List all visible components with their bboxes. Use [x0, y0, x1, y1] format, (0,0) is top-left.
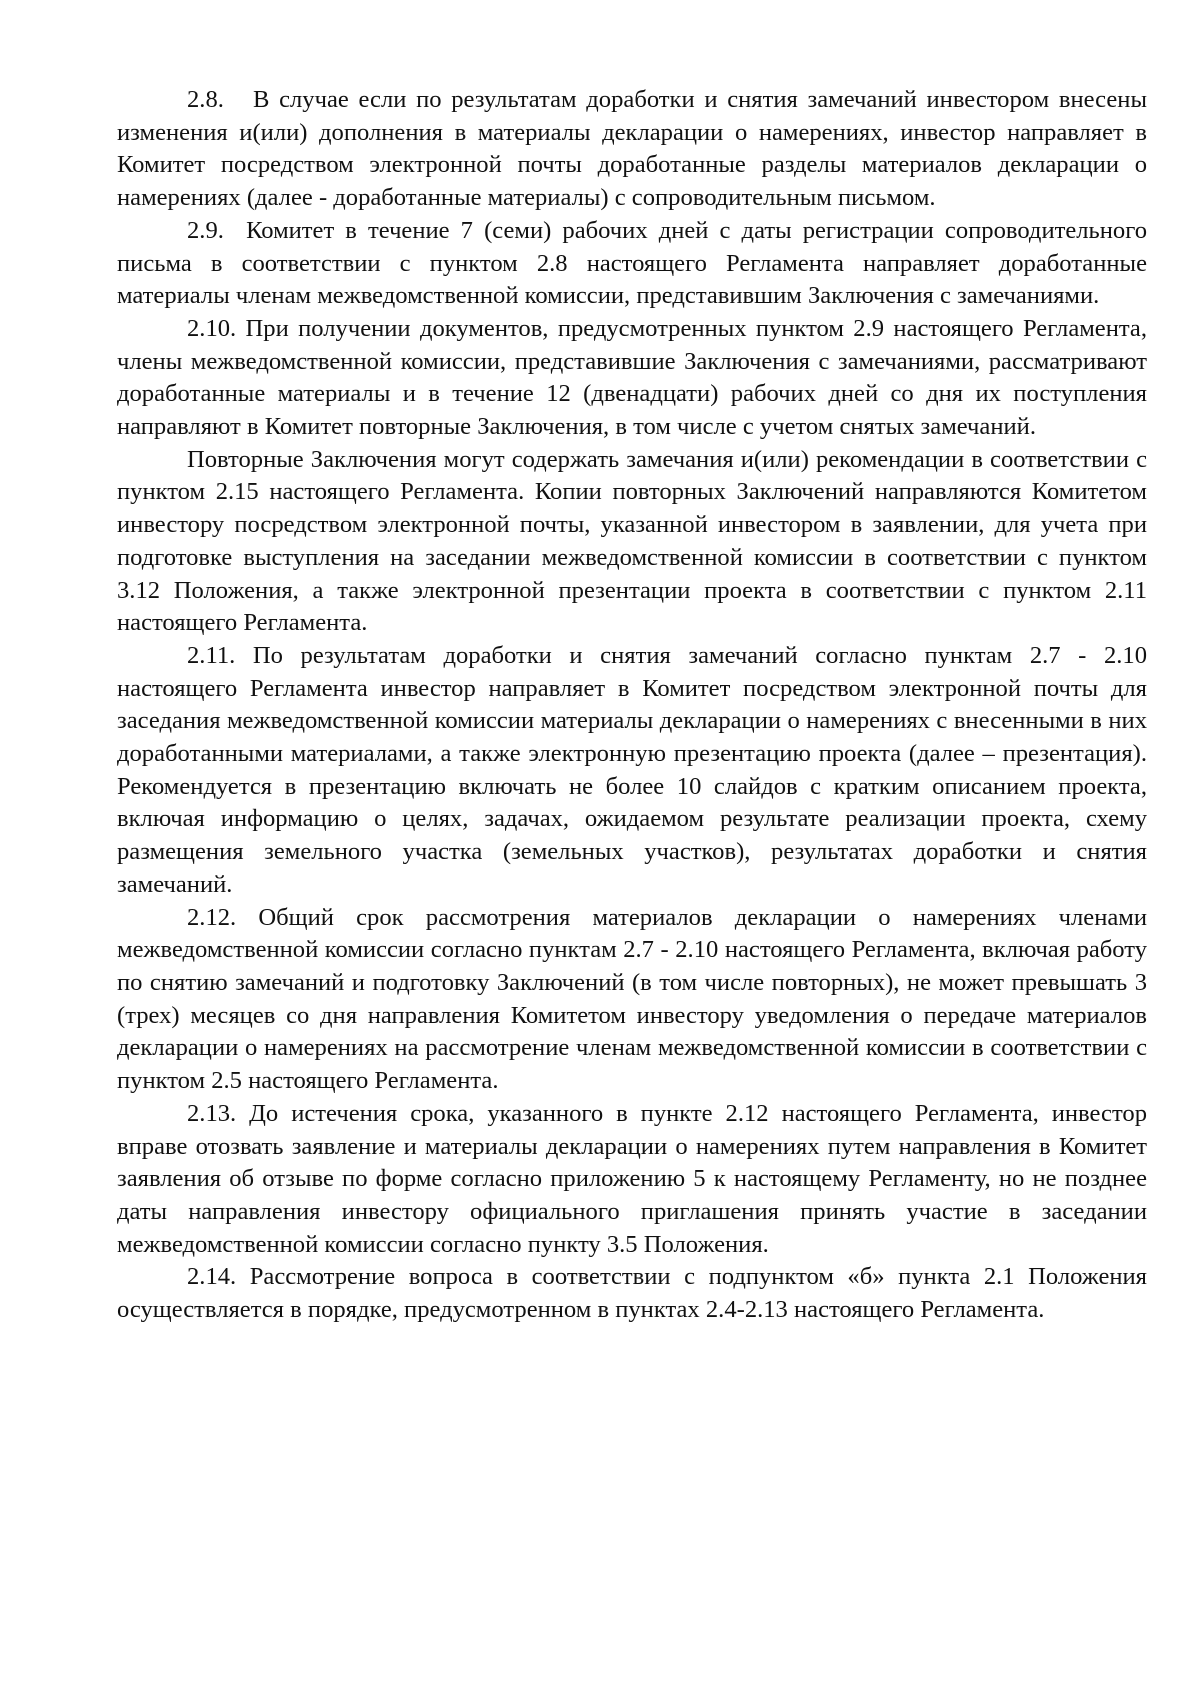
paragraph-2-8: 2.8. В случае если по результатам доработки и снятия замечаний инвестором внесены изменения и(или) дополнения в материалы декларации о намерениях, инвестор направляет в Комитет посредством электронной почты доработанные разделы материалов декларации о намерениях (далее - доработанные материалы) с сопроводительным письмом. [117, 86, 1147, 212]
paragraph-repeat-conclusions: Повторные Заключения могут содержать замечания и(или) рекомендации в соответствии с пунктом 2.15 настоящего Регламента. Копии повторных Заключений направляются Комитетом инвестору посредством электронной почты, указанной инвестором в заявлении, для учета при подготовке выступления на заседании межведомственной комиссии в соответствии с пунктом 3.12 Положения, а также электронной презентации проекта в соответствии с пунктом 2.11 настоящего Регламента. [117, 445, 1147, 637]
document-page [117, 84, 1147, 1327]
paragraph-2-9: 2.9. Комитет в течение 7 (семи) рабочих дней с даты регистрации сопроводительного письма в соответствии с пунктом 2.8 настоящего Регламента направляет доработанные материалы членам межведомственной комиссии, представившим Заключения с замечаниями. [117, 216, 1147, 310]
paragraph-2-10: 2.10. При получении документов, предусмотренных пунктом 2.9 настоящего Регламента, члены межведомственной комиссии, представившие Заключения с замечаниями, рассматривают доработанные материалы и в течение 12 (двенадцати) рабочих дней со дня их поступления направляют в Комитет повторные Заключения, в том числе с учетом снятых замечаний. [117, 314, 1147, 441]
paragraph-2-11: 2.11. По результатам доработки и снятия замечаний согласно пунктам 2.7 - 2.10 настоящего Регламента инвестор направляет в Комитет посредством электронной почты для заседания межведомственной комиссии материалы декларации о намерениях с внесенными в них доработанными материалами, а также электронную презентацию проекта (далее – презентация). Рекомендуется в презентацию включать не более 10 слайдов с кратким описанием проекта, включая информацию о целях, задачах, ожидаемом результате реализации проекта, схему размещения земельного участка (земельных участков), результатах доработки и снятия замечаний. [117, 641, 1147, 898]
paragraph-2-13: 2.13. До истечения срока, указанного в пункте 2.12 настоящего Регламента, инвестор вправе отозвать заявление и материалы декларации о намерениях путем направления в Комитет заявления об отзыве по форме согласно приложению 5 к настоящему Регламенту, но не позднее даты направления инвестору официального приглашения принять участие в заседании межведомственной комиссии согласно пункту 3.5 Положения. [117, 1099, 1147, 1258]
paragraph-2-12: 2.12. Общий срок рассмотрения материалов декларации о намерениях членами межведомственной комиссии согласно пунктам 2.7 - 2.10 настоящего Регламента, включая работу по снятию замечаний и подготовку Заключений (в том числе повторных), не может превышать 3 (трех) месяцев со дня направления Комитетом инвестору уведомления о передаче материалов декларации о намерениях на рассмотрение членам межведомственной комиссии в соответствии с пунктом 2.5 настоящего Регламента. [117, 903, 1147, 1095]
paragraph-2-14: 2.14. Рассмотрение вопроса в соответствии с подпунктом «б» пункта 2.1 Положения осуществляется в порядке, предусмотренном в пунктах 2.4-2.13 настоящего Регламента. [117, 1263, 1147, 1324]
